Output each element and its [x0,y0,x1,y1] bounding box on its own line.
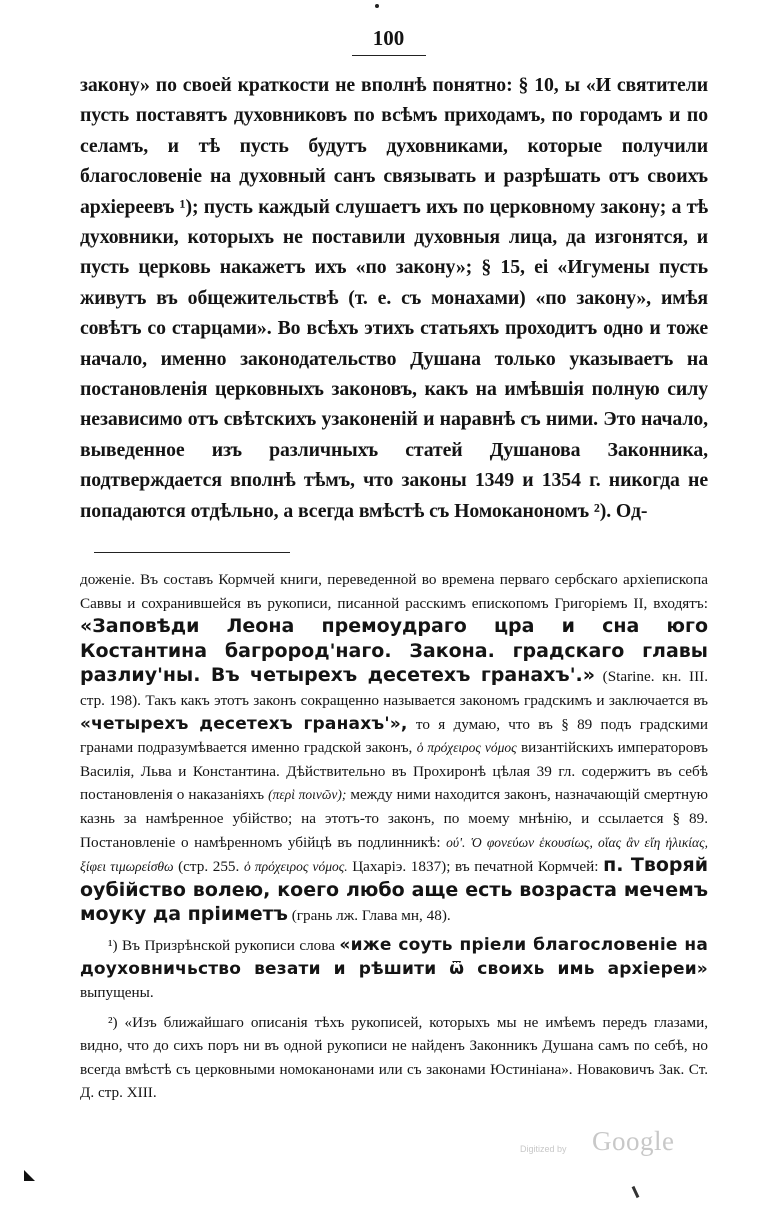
corner-arrow-icon [24,1170,35,1181]
watermark-digitized-by: Digitized by [520,1144,567,1154]
footnote-text: доженіе. Въ составъ Кормчей книги, переведенной во времена перваго сербскаго архіепископа Саввы и сохранившейся въ рукописи, писанной расскимъ епископомъ Григоріемъ II, входятъ: [80,571,708,612]
footnote-text: то я думаю, что въ § 89 подъ градскими гранами подразумѣвается именно градской законъ, [80,715,708,757]
printer-dot [375,4,379,8]
footnote-2: ²) «Изъ ближайшаго описанія тѣхъ рукописей, которыхъ мы не имѣемъ передъ глазами, видно, что до сихъ поръ ни въ одной рукописи не найденъ Законникъ Душана самъ по себѣ, но всегда вмѣстѣ съ церковными номоканонами или съ законами Юстиніана». Новаковичъ Зак. Ст. Д. стр. XIII. [80,1013,708,1102]
greek-quote: ὁ πρόχειρος νόμος [416,740,517,756]
main-text-block [80,70,708,526]
church-slavonic-quote: «иже соуть пріели благословеніе на доуховничьство везати и рѣшити ѿ своихь имь архіереи» [80,934,709,979]
church-slavonic-quote: «четырехъ десетехъ гранахъ'», [80,713,408,734]
footnote-text: (грань лж. Глава мн, 48). [291,907,451,925]
church-slavonic-quote: п. Творяй оубійство волею, коего любо аще есть возраста мечемъ моуку да пріиметъ [80,854,709,926]
greek-quote: ὁ πρόχειρος νόμος. [243,859,348,875]
footnote-continuation [80,568,708,928]
page-number: 100 [372,26,405,50]
footnote-1 [80,934,708,1005]
footnote-text: ¹) Въ Призрѣнской рукописи слова [108,936,335,954]
footnote-separator [94,552,290,553]
footnote-text: (Starine. кн. III. стр. 198). Такъ какъ этотъ законъ сокращенно называется закономъ градскимъ и заключается въ [80,668,709,709]
footnote-text: Цахаріэ. 1837); въ печатной Кормчей: [352,858,599,876]
scan-mark [632,1186,640,1198]
footnotes-block [80,568,708,1111]
footnote-text: византійскихъ императоровъ Василія, Льва и Константина. Дѣйствительно въ Прохиронѣ цѣлая 39 гл. содержитъ въ себѣ постановленія о наказаніяхъ [80,739,709,804]
page-number-rule [352,55,426,56]
church-slavonic-quote: «Заповѣди Леона премоудраго цра и сна юго Костантина багрород'наго. Закона. градскаго главы разлиу'ны. Въ четырехъ десетехъ гранахъ'.» [80,615,708,687]
greek-quote: ού'. Ὁ φονεύων ἑκουσίως, οἵας ἂν εἴη ἡλικίας, ξίφει τιμωρείσθω [80,834,708,875]
footnote-text: (стр. 255. [178,858,240,876]
footnote-text: между ними находится законъ, назначающій смертную казнь за намѣренное убійство; на этотъ-то законъ, по моему мнѣнію, и ссылается § 89. Постановленіе о намѣренномъ убійцѣ въ подлинникѣ: [80,786,709,851]
watermark-google: Google [592,1126,675,1156]
greek-quote: (περὶ ποινῶν); [268,787,347,803]
footnote-text: выпущены. [80,984,154,1002]
main-paragraph: закону» по своей краткости не вполнѣ понятно: § 10, ы «И святители пусть поставятъ духовниковъ по всѣмъ приходамъ, по городамъ и по селамъ, и тѣ пусть будутъ духовниками, которые получили благословеніе на духовный санъ связывать и разрѣшать отъ своихъ архіереевъ ¹); пусть каждый слушаетъ ихъ по церковному закону; а тѣ духовники, которыхъ не поставили духовныя лица, да изгонятся, и пусть церковь накажетъ ихъ «по закону»; § 15, ei «Игумены пусть живутъ въ общежительствѣ (т. е. съ монахами) «по закону», имѣя совѣтъ со старцами». Во всѣхъ этихъ статьяхъ проходитъ одно и тоже начало, именно законодательство Душана только указываетъ на постановленія церковныхъ законовъ, какъ на имѣвшія полную силу независимо отъ свѣтскихъ узаконеній и наравнѣ съ ними. Это начало, выведенное изъ различныхъ статей Душанова Законника, подтверждается вполнѣ тѣмъ, что законы 1349 и 1354 г. никогда не попадаются отдѣльно, а всегда вмѣстѣ съ Номоканономъ ²). Од- [80,74,708,522]
